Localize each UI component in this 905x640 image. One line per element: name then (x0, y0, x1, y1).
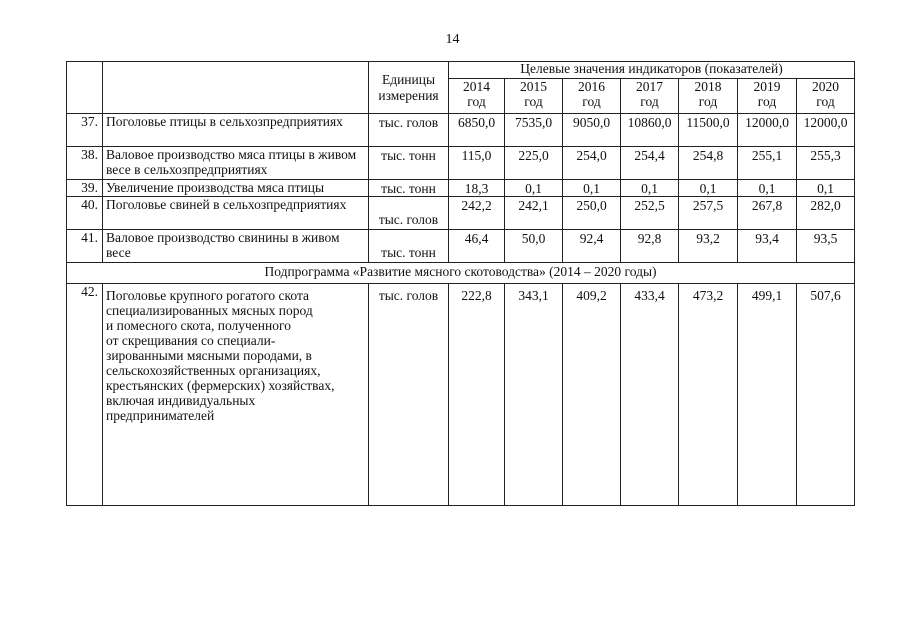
unit-cell: тыс. голов (369, 197, 449, 230)
units-header: Единицы измерения (369, 62, 449, 114)
value-2014: 46,4 (449, 230, 505, 263)
value-2015: 50,0 (505, 230, 563, 263)
indicator-name: Поголовье птицы в сельхозпредприятиях (103, 114, 369, 147)
row-number: 42. (67, 284, 103, 506)
value-2016: 250,0 (563, 197, 621, 230)
header-name-cell (103, 62, 369, 114)
indicator-name-line: зированными мясными породами, в (106, 348, 312, 363)
year-suffix: год (698, 94, 718, 109)
indicator-name-line: включая индивидуальных (106, 393, 256, 408)
indicator-row (67, 114, 855, 147)
value-2020: 282,0 (797, 197, 855, 230)
value-2019: 0,1 (738, 180, 797, 197)
value-2020: 507,6 (797, 284, 855, 506)
value-2018: 257,5 (679, 197, 738, 230)
value-2016: 254,0 (563, 147, 621, 180)
unit-cell: тыс. тонн (369, 230, 449, 263)
value-2019: 499,1 (738, 284, 797, 506)
indicator-name-line: от скрещивания со специали- (106, 333, 276, 348)
header-num-cell (67, 62, 103, 114)
value-2016: 409,2 (563, 284, 621, 506)
indicator-name: Увеличение производства мяса птицы (103, 180, 369, 197)
indicator-row (67, 197, 855, 230)
indicator-row (67, 147, 855, 180)
unit-cell: тыс. тонн (369, 147, 449, 180)
indicator-name-line: сельскохозяйственных организациях, (106, 363, 321, 378)
indicator-name-line: крестьянских (фермерских) хозяйствах, (106, 378, 335, 393)
unit-cell: тыс. голов (369, 284, 449, 506)
page-number: 14 (445, 32, 460, 47)
value-2014: 222,8 (449, 284, 505, 506)
year-header-2016 (563, 79, 621, 114)
year-suffix: год (640, 94, 659, 109)
year-value: 2015 (520, 79, 547, 94)
value-2019: 267,8 (738, 197, 797, 230)
year-header-2019 (738, 79, 797, 114)
year-value: 2016 (578, 79, 605, 94)
unit-cell: тыс. тонн (369, 180, 449, 197)
year-suffix: год (524, 94, 543, 109)
indicators-table (66, 61, 855, 506)
year-header-2020 (797, 79, 855, 114)
value-2018: 93,2 (679, 230, 738, 263)
value-2015: 225,0 (505, 147, 563, 180)
indicator-name-line: специализированных мясных пород (106, 303, 313, 318)
value-2014: 6850,0 (449, 114, 505, 147)
value-2016: 9050,0 (563, 114, 621, 147)
indicator-name: Поголовье свиней в сельхозпредприятиях (103, 197, 369, 230)
year-suffix: год (582, 94, 601, 109)
indicator-name-line: предпринимателей (106, 408, 215, 423)
indicator-name-line: Поголовье крупного рогатого скота (106, 288, 310, 303)
row-number: 39. (67, 180, 103, 197)
row-number: 41. (67, 230, 103, 263)
year-value: 2019 (753, 79, 781, 94)
value-2019: 12000,0 (738, 114, 797, 147)
value-2017: 92,8 (621, 230, 679, 263)
value-2017: 0,1 (621, 180, 679, 197)
indicator-name: Валовое производство свинины в живом весе (103, 230, 369, 263)
value-2018: 254,8 (679, 147, 738, 180)
value-2017: 252,5 (621, 197, 679, 230)
subprogram-row (67, 263, 855, 284)
value-2017: 433,4 (621, 284, 679, 506)
indicator-row (67, 284, 855, 506)
value-2014: 242,2 (449, 197, 505, 230)
year-suffix: год (467, 94, 486, 109)
row-number: 38. (67, 147, 103, 180)
value-2016: 92,4 (563, 230, 621, 263)
year-header-2014 (449, 79, 505, 114)
value-2015: 7535,0 (505, 114, 563, 147)
subprogram-title: Подпрограмма «Развитие мясного скотоводства» (2014 – 2020 годы) (67, 263, 855, 284)
year-header-2018 (679, 79, 738, 114)
value-2020: 93,5 (797, 230, 855, 263)
value-2018: 473,2 (679, 284, 738, 506)
indicator-row (67, 230, 855, 263)
target-values-header: Целевые значения индикаторов (показателей) (449, 62, 855, 79)
year-value: 2018 (694, 79, 722, 94)
value-2014: 115,0 (449, 147, 505, 180)
value-2014: 18,3 (449, 180, 505, 197)
row-number: 37. (67, 114, 103, 147)
value-2016: 0,1 (563, 180, 621, 197)
header-row-1 (67, 62, 855, 79)
value-2019: 93,4 (738, 230, 797, 263)
unit-cell: тыс. голов (369, 114, 449, 147)
indicator-name: Валовое производство мяса птицы в живом весе в сельхозпредприятиях (103, 147, 369, 180)
year-value: 2017 (636, 79, 663, 94)
year-header-2017 (621, 79, 679, 114)
value-2017: 10860,0 (621, 114, 679, 147)
value-2015: 343,1 (505, 284, 563, 506)
year-header-2015 (505, 79, 563, 114)
value-2019: 255,1 (738, 147, 797, 180)
year-suffix: год (816, 94, 835, 109)
indicator-name (103, 284, 369, 506)
value-2020: 0,1 (797, 180, 855, 197)
value-2018: 11500,0 (679, 114, 738, 147)
indicator-name-line: и помесного скота, полученного (106, 318, 291, 333)
value-2018: 0,1 (679, 180, 738, 197)
value-2015: 0,1 (505, 180, 563, 197)
indicator-row (67, 180, 855, 197)
row-number: 40. (67, 197, 103, 230)
value-2020: 12000,0 (797, 114, 855, 147)
year-value: 2014 (463, 79, 490, 94)
value-2020: 255,3 (797, 147, 855, 180)
year-value: 2020 (812, 79, 839, 94)
value-2015: 242,1 (505, 197, 563, 230)
year-suffix: год (757, 94, 777, 109)
value-2017: 254,4 (621, 147, 679, 180)
